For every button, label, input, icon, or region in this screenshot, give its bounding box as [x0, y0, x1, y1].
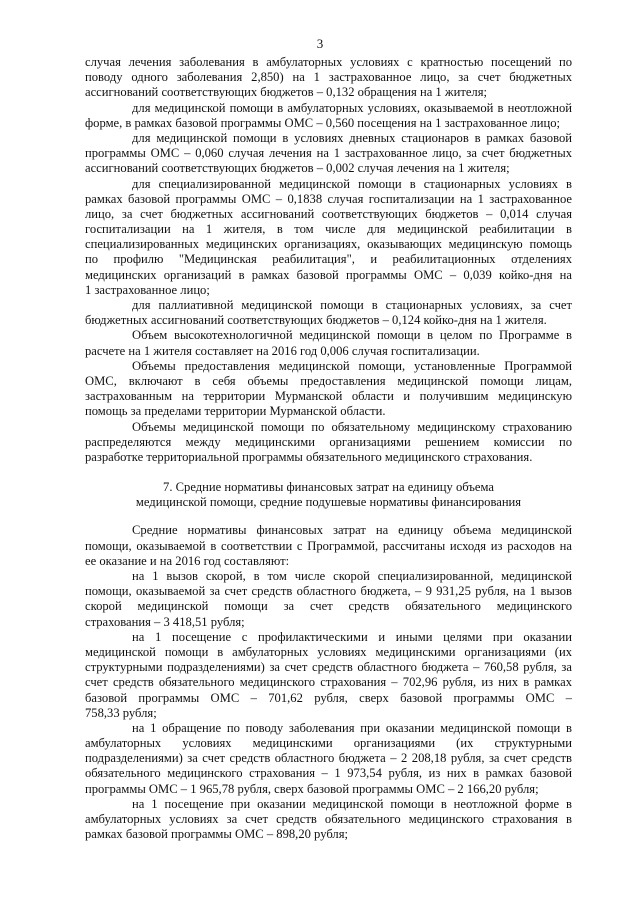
- paragraph: [85, 177, 572, 299]
- text-line: базовой программы ОМС – 701,62 рубля, сверх базовой программы ОМС –: [85, 690, 572, 705]
- paragraph: [85, 101, 572, 131]
- paragraph: [85, 359, 572, 420]
- heading-line: 7. Средние нормативы финансовых затрат на единицу объема: [163, 480, 494, 495]
- text-line: рамках базовой программы ОМС – 0,1838 случая госпитализации на 1 застрахованное: [85, 191, 572, 206]
- spacer: [85, 510, 572, 523]
- spacer: [85, 465, 572, 480]
- text-line: счет средств обязательного медицинского страхования – 702,96 рубля, из них в рамках: [85, 675, 572, 690]
- text-line: расчете на 1 жителя составляет на 2016 год 0,006 случая госпитализации.: [85, 343, 480, 358]
- text-line: ассигнований соответствующих бюджетов – 0,132 обращения на 1 жителя;: [85, 85, 487, 100]
- text-line: структурными подразделениями) за счет средств областного бюджета – 760,58 рубля, за: [85, 660, 572, 675]
- text-line: программы ОМС – 1 965,78 рубля, сверх базовой программы ОМС – 2 166,20 рубля;: [85, 781, 539, 796]
- text-line: для медицинской помощи в условиях дневных стационаров в рамках базовой: [132, 130, 572, 145]
- text-line: бюджетных ассигнований соответствующих бюджетов – 0,124 койко-дня на 1 жителя.: [85, 313, 547, 328]
- text-line: для паллиативной медицинской помощи в стационарных условиях, за счет: [132, 298, 572, 312]
- text-line: страхования – 3 418,51 рубля;: [85, 614, 245, 629]
- text-line: помощи, оказываемой за счет средств областного бюджета, – 9 931,25 рубля, на 1 вызов: [85, 584, 572, 599]
- paragraph: [85, 569, 572, 630]
- text-line: для специализированной медицинской помощи в стационарных условиях в: [132, 176, 572, 191]
- text-line: 758,33 рубля;: [85, 705, 157, 720]
- paragraph: [85, 630, 572, 721]
- paragraph: [85, 523, 572, 569]
- text-line: распределяются между медицинскими организациями решением комиссии по: [85, 434, 572, 449]
- text-line: Объем высокотехнологичной медицинской помощи в целом по Программе в: [132, 328, 572, 343]
- paragraph: [85, 420, 572, 466]
- section-heading: [85, 480, 572, 510]
- heading-line: медицинской помощи, средние подушевые нормативы финансирования: [135, 495, 522, 510]
- text-line: застрахованным на территории Мурманской области и получившим медицинскую: [85, 389, 572, 404]
- text-line: ОМС, включают в себя объемы предоставления медицинской помощи лицам,: [85, 373, 572, 388]
- document-body: [85, 55, 572, 842]
- text-line: специализированных медицинских организациях, оказывающих медицинскую помощь: [85, 237, 572, 252]
- text-line: на 1 обращение по поводу заболевания при оказании медицинской помощи в: [132, 720, 572, 735]
- text-line: медицинских организаций в рамках базовой программы ОМС – 0,039 койко-дня на: [85, 267, 572, 282]
- text-line: помощь за пределами территории Мурманской области.: [85, 404, 386, 419]
- paragraph: [85, 131, 572, 177]
- text-line: помощи, оказываемой в соответствии с Программой, рассчитаны исходя из расходов на: [85, 538, 572, 553]
- page-number: 3: [316, 36, 324, 51]
- text-line: Объемы предоставления медицинской помощи, установленные Программой: [132, 358, 572, 373]
- text-line: амбулаторных условиях за счет средств обязательного медицинского страхования в: [85, 812, 572, 826]
- text-line: рамках базовой программы ОМС – 898,20 рубля;: [85, 827, 348, 842]
- text-line: ассигнований соответствующих бюджетов – 0,002 случая лечения на 1 жителя;: [85, 161, 510, 176]
- text-line: разработке территориальной программы обязательного медицинского страхования.: [85, 449, 533, 464]
- text-line: случая лечения заболевания в амбулаторных условиях с кратностью посещений по: [85, 55, 572, 69]
- text-line: поводу одного заболевания 2,850) на 1 застрахованное лицо, за счет бюджетных: [85, 70, 572, 85]
- paragraph: [85, 328, 572, 358]
- text-line: ее оказание и на 2016 год составляют:: [85, 553, 290, 568]
- text-line: 1 застрахованное лицо;: [85, 282, 210, 297]
- text-line: Средние нормативы финансовых затрат на единицу объема медицинской: [132, 523, 572, 538]
- paragraph: [85, 721, 572, 797]
- text-line: госпитализации на 1 жителя, в том числе для медицинской реабилитации в: [85, 222, 572, 237]
- text-line: Объемы медицинской помощи по обязательному медицинскому страхованию: [132, 419, 572, 434]
- text-line: форме, в рамках базовой программы ОМС – 0,560 посещения на 1 застрахованное лицо;: [85, 115, 561, 130]
- text-line: на 1 посещение с профилактическими и иными целями при оказании: [132, 629, 572, 644]
- text-line: лицо, за счет бюджетных ассигнований соответствующих бюджетов – 0,014 случая: [85, 206, 572, 221]
- text-line: обязательного медицинского страхования – 1 973,54 рубля, из них в рамках базовой: [85, 766, 572, 781]
- text-line: для медицинской помощи в амбулаторных условиях, оказываемой в неотложной: [132, 100, 572, 115]
- text-line: медицинской помощи в амбулаторных условиях медицинскими организациями (их: [85, 644, 572, 659]
- text-line: по профилю "Медицинская реабилитация", и реабилитационных отделениях: [85, 252, 572, 267]
- text-line: подразделениями) за счет средств областного бюджета – 2 208,18 рубля, за счет средств: [85, 751, 572, 766]
- text-line: на 1 посещение при оказании медицинской помощи в неотложной форме в: [132, 796, 572, 811]
- text-line: программы ОМС – 0,060 случая лечения на 1 застрахованное лицо, за счет бюджетных: [85, 146, 572, 161]
- paragraph: [85, 797, 572, 843]
- paragraph: [85, 298, 572, 328]
- text-line: скорой медицинской помощи за счет средств обязательного медицинского: [85, 599, 572, 614]
- paragraph: [85, 55, 572, 101]
- text-line: на 1 вызов скорой, в том числе скорой специализированной, медицинской: [132, 569, 572, 583]
- text-line: амбулаторных условиях медицинскими организациями (их структурными: [85, 736, 572, 751]
